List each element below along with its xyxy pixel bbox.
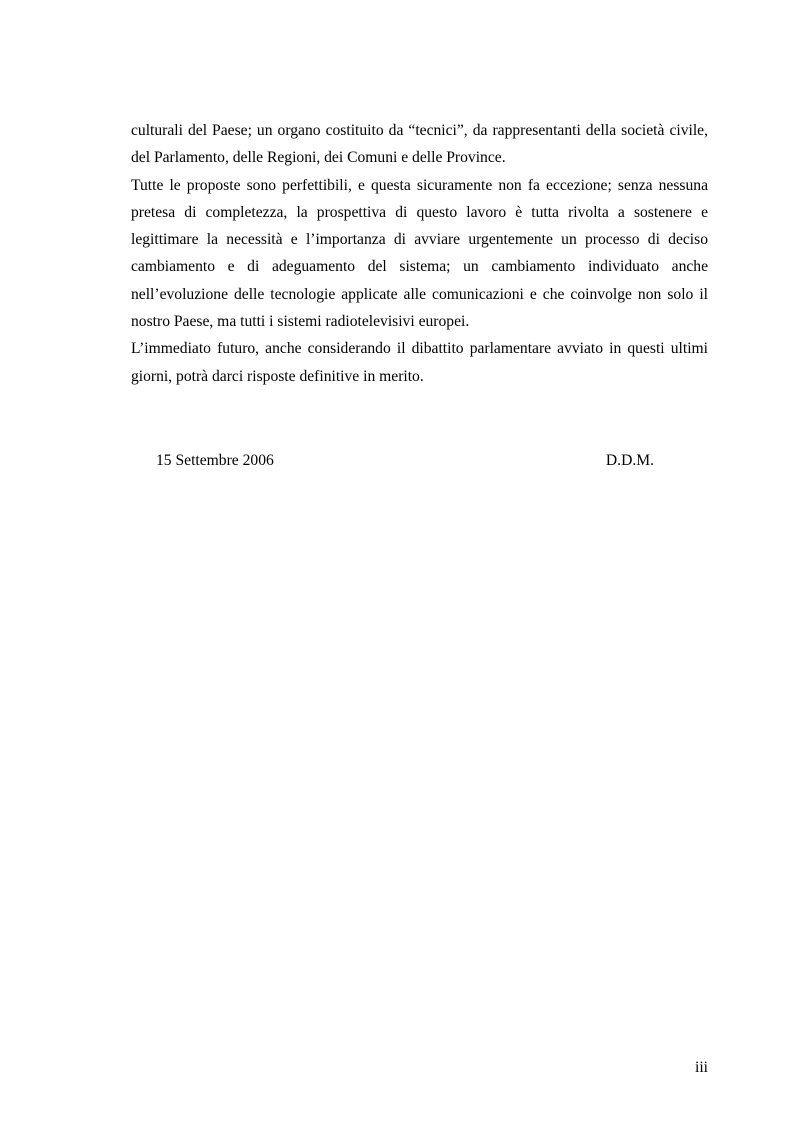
- body-text: [131, 117, 708, 390]
- paragraph-3: L’immediato futuro, anche considerando il dibattito parlamentare avviato in questi ultimi giorni, potrà darci risposte definitive in merito.: [131, 340, 708, 385]
- page-number: iii: [695, 1059, 708, 1076]
- paragraph-1: culturali del Paese; un organo costituito da “tecnici”, da rappresentanti della società civile, del Parlamento, delle Regioni, dei Comuni e delle Province.: [131, 122, 708, 167]
- paragraph-2: Tutte le proposte sono perfettibili, e questa sicuramente non fa eccezione; senza nessuna pretesa di completezza, la prospettiva di questo lavoro è tutta rivolta a sostenere e legittimare la necessità e l’importanza di avviare urgentemente un processo di deciso cambiamento e di adeguamento del sistema; un cambiamento individuato anche nell’evoluzione delle tecnologie applicate alle comunicazioni e che coinvolge non solo il nostro Paese, ma tutti i sistemi radiotelevisivi europei.: [131, 176, 708, 331]
- author-initials: D.D.M.: [605, 452, 654, 469]
- signature-date: 15 Settembre 2006: [156, 452, 274, 469]
